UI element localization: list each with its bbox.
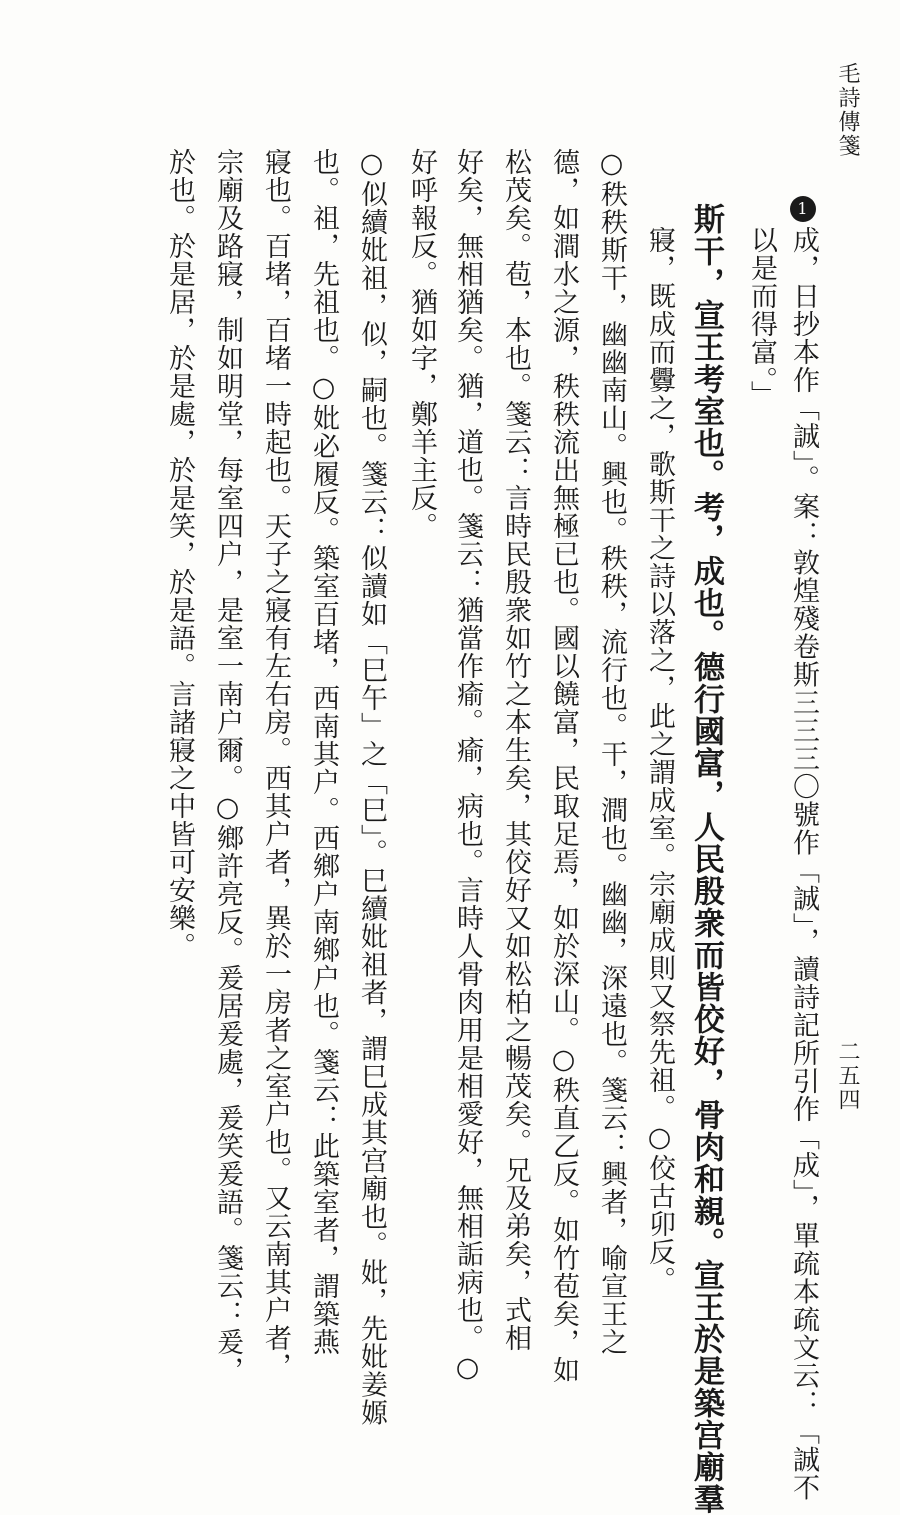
footnote-column-1 — [790, 196, 817, 1502]
footnote-column-2: 以是而得富。」 — [746, 226, 777, 409]
text-column-6: 好矣，無相猶矣。猶，道也。箋云：猶當作瘉。瘉，病也。言時人骨肉用是相愛好，無相詬病也。○ — [452, 148, 483, 1384]
text-column-11: 宗廟及路寢，制如明堂，每室四户，是室一南户爾。○鄉許亮反。爰居爰處，爰笑爰語。箋云：爰， — [212, 148, 243, 1384]
text-column-2: 寢，既成而釁之，歌斯干之詩以落之，此之謂成室。宗廟成則又祭先祖。○佼古卯反。 — [644, 226, 675, 1294]
text-column-8: ○似續妣祖，似，嗣也。箋云：似讀如「巳午」之「巳」。巳續妣祖者，謂巳成其宫廟也。妣，先妣姜嫄 — [356, 148, 387, 1427]
column-text: 成，日抄本作「誠」。案：敦煌殘卷斯三三三〇號作「誠」，讀詩記所引作「成」，單疏本疏文云：「誠不 — [788, 226, 819, 1502]
page-number: 二五四 — [835, 1040, 860, 1112]
text-column-1: 斯干，宣王考室也。考，成也。德行國富，人民殷衆而皆佼好，骨肉和親。宣王於是築宫廟羣 — [688, 203, 724, 1515]
text-column-10: 寢也。百堵，百堵一時起也。天子之寢有左右房。西其户者，異於一房者之室户也。又云南其户者， — [260, 148, 291, 1380]
text-column-9: 也。祖，先祖也。○妣必履反。築室百堵，西南其户。西鄉户南鄉户也。箋云：此築室者，謂築燕 — [308, 148, 339, 1356]
text-column-7: 好呼報反。猶如字，鄭羊主反。 — [406, 148, 437, 540]
text-column-12: 於也。於是居，於是處，於是笑，於是語。言諸寢之中皆可安樂。 — [164, 148, 195, 960]
book-title: 毛詩傳箋 — [835, 62, 860, 158]
text-column-5: 松茂矣。苞，本也。箋云：言時民殷衆如竹之本生矣，其佼好又如松柏之暢茂矣。兄及弟矣，式相 — [500, 148, 531, 1352]
text-column-3: ○秩秩斯干，幽幽南山。興也。秩秩，流行也。干，澗也。幽幽，深遠也。箋云：興者，喻宣王之 — [596, 148, 627, 1356]
text-column-4: 德，如澗水之源，秩秩流出無極已也。國以饒富，民取足焉，如於深山。○秩直乙反。如竹苞矣，如 — [548, 148, 579, 1384]
footnote-marker-icon: 1 — [790, 196, 816, 222]
